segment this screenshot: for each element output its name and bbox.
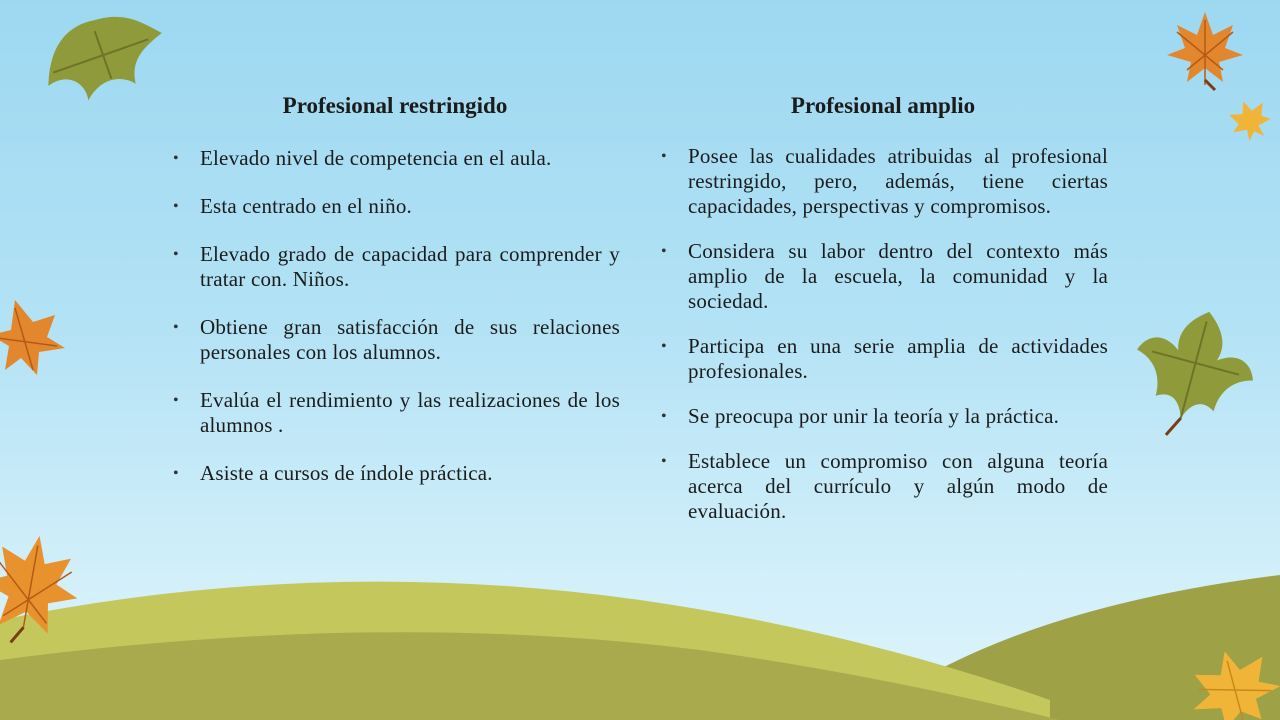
list-item <box>658 334 1108 384</box>
list-item <box>658 239 1108 314</box>
list-item <box>170 194 620 219</box>
list-item-text: Considera su labor dentro del contexto más amplio de la escuela, la comunidad y la sociedad. <box>688 239 1108 313</box>
bullet-icon: • <box>661 338 667 355</box>
list-item <box>170 315 620 365</box>
list-item <box>170 242 620 292</box>
leaf-right-green <box>1118 296 1268 453</box>
bullet-icon: • <box>173 150 179 167</box>
list-item <box>658 144 1108 219</box>
leaf-top-right <box>1167 12 1243 90</box>
list-item-text: Posee las cualidades atribuidas al profesional restringido, pero, además, tiene ciertas capacidades, perspectivas y compromisos. <box>688 144 1108 218</box>
leaf-top-left <box>31 0 177 118</box>
list-item <box>170 146 620 171</box>
right-column <box>658 88 1108 544</box>
list-item-text: Evalúa el rendimiento y las realizaciones de los alumnos . <box>200 388 620 437</box>
bullet-icon: • <box>173 246 179 263</box>
bullet-icon: • <box>173 319 179 336</box>
list-item <box>658 449 1108 524</box>
left-bullet-list <box>170 146 620 486</box>
list-item-text: Obtiene gran satisfacción de sus relaciones personales con los alumnos. <box>200 315 620 364</box>
list-item-text: Esta centrado en el niño. <box>200 194 413 218</box>
list-item <box>170 388 620 438</box>
bullet-icon: • <box>661 148 667 165</box>
list-item-text: Participa en una serie amplia de actividades profesionales. <box>688 334 1108 383</box>
right-bullet-list <box>658 144 1108 524</box>
list-item-text: Elevado grado de capacidad para comprender y tratar con. Niños. <box>200 242 620 291</box>
left-column <box>170 88 620 509</box>
bullet-icon: • <box>661 243 667 260</box>
bullet-icon: • <box>173 465 179 482</box>
bullet-icon: • <box>173 198 179 215</box>
bullet-icon: • <box>173 392 179 409</box>
list-item-text: Elevado nivel de competencia en el aula. <box>200 146 552 170</box>
leaf-small-yellow <box>1224 94 1275 145</box>
list-item <box>170 461 620 486</box>
bullet-icon: • <box>661 453 667 470</box>
list-item-text: Asiste a cursos de índole práctica. <box>200 461 493 485</box>
leaf-left-orange <box>0 300 65 375</box>
right-column-title: Profesional amplio <box>790 93 976 118</box>
list-item-text: Se preocupa por unir la teoría y la práctica. <box>688 404 1060 428</box>
list-item-text: Establece un compromiso con alguna teoría acerca del currículo y algún modo de evaluación. <box>688 449 1108 523</box>
left-column-title: Profesional restringido <box>282 93 508 118</box>
bullet-icon: • <box>661 408 667 425</box>
list-item <box>658 404 1108 429</box>
